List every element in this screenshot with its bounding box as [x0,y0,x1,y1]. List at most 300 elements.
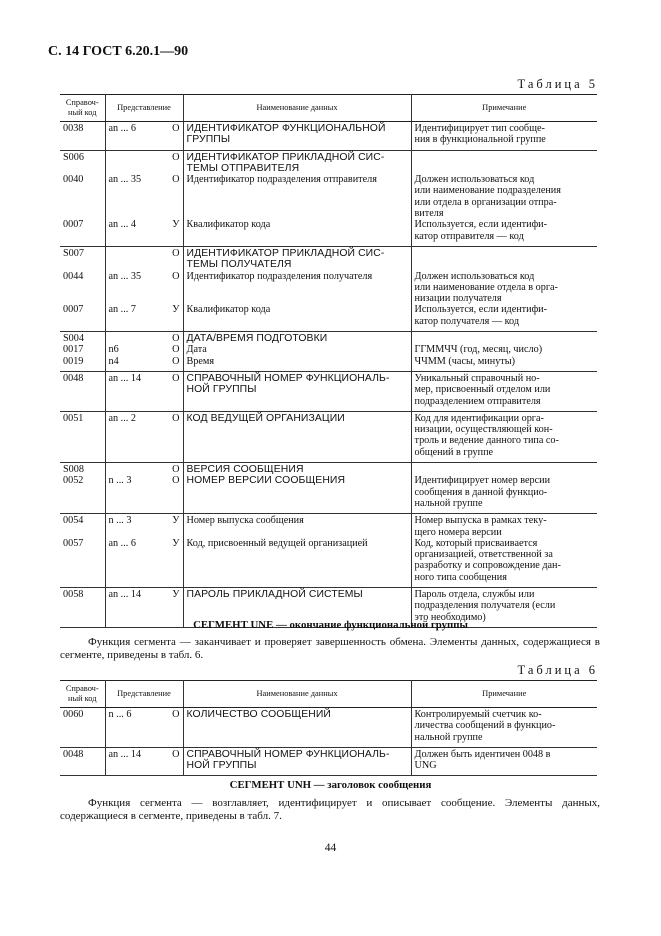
segment-une-text: Функция сегмента — заканчивает и проверяет завершенность обмена. Элементы данных, содержащиеся в сегменте, приведены в табл. 6. [60,636,600,661]
representation-line [109,373,180,384]
note-line: личества сообщений в функцио- [414,720,556,732]
code-value: 0007 [63,219,84,231]
spacer [109,487,180,498]
spacer [187,600,408,611]
row-name-block [187,304,408,327]
note-line: катор получателя — код [414,315,520,327]
row-repr-block [109,219,180,242]
spacer [63,498,102,509]
note-line: ного типа сообщения [414,571,507,583]
spacer [109,447,180,458]
representation-cell [105,122,183,151]
representation-cell [105,411,183,462]
note-line: Используется, если идентифи- [414,219,548,231]
row-code-block [63,356,102,367]
representation-value: an ... 2 [108,412,136,424]
table-5 [60,94,597,628]
spacer [63,231,102,242]
spacer [109,231,180,242]
row-note-block [415,271,595,305]
status-flag: О [172,174,180,186]
representation-line [109,304,180,315]
row-name-block [187,413,408,458]
spacer [109,527,180,538]
data-name-line: Квалификатор кода [186,304,271,316]
spacer [109,384,180,395]
row-name-block [187,123,408,146]
code-cell [60,411,105,462]
spacer [187,185,408,196]
data-name-line: КОД ВЕДУЩЕЙ ОРГАНИЗАЦИИ [186,412,345,424]
data-name-line: ТЕМЫ ПОЛУЧАТЕЛЯ [186,259,292,271]
spacer [109,760,180,771]
spacer [63,197,102,208]
note-line: катор отправителя — код [414,230,524,242]
spacer [109,435,180,446]
note-cell [411,514,597,588]
data-name-line: ГРУППЫ [186,134,231,146]
col-header-representation: Представление [105,95,183,122]
spacer [109,259,180,270]
code-value: 0038 [63,123,84,134]
note-line: или наименование отдела в орга- [414,281,558,293]
representation-value: an ... 6 [108,537,136,549]
representation-line [109,344,180,355]
note-line: Контролируемый счетчик ко- [414,709,542,720]
spacer [109,424,180,435]
row-note-block [415,333,595,344]
table-5-caption: Таблица 5 [517,77,598,91]
spacer [109,498,180,509]
table-row-group [60,332,597,372]
data-name-line: Идентификатор подразделения отправителя [186,174,377,186]
spacer [187,732,408,743]
note-line: сообщения в данной функцио- [414,486,548,498]
note-line: подразделения получателя (если [414,600,556,612]
code-value: S007 [63,247,84,259]
table-6-caption: Таблица 6 [517,663,598,677]
spacer [109,600,180,611]
row-note-block [415,219,595,242]
code-cell [60,332,105,372]
row-name-block [187,174,408,219]
row-note-block [415,344,595,355]
note-line: организацией, ответственной за [414,549,553,561]
col-header-note: Примечание [411,95,597,122]
status-flag: О [172,355,180,367]
note-cell [411,463,597,514]
row-name-block [187,515,408,538]
row-code-block [63,589,102,623]
note-line: Идентифицирует номер версии [414,475,551,487]
table-header-row [60,681,597,708]
data-name-line: Номер выпуска сообщения [186,515,304,527]
code-cell [60,371,105,411]
note-line: Должен использоваться код [414,174,535,186]
row-code-block [63,304,102,327]
table-row-group [60,246,597,331]
note-line: Номер выпуска в рамках теку- [414,515,547,527]
col-header-data-name: Наименование данных [183,95,411,122]
spacer [187,527,408,538]
row-repr-block [109,538,180,583]
code-value: 0048 [63,372,84,384]
row-note-block [415,356,595,367]
row-name-block [187,152,408,175]
spacer [63,527,102,538]
row-code-block [63,152,102,175]
note-line: общений в группе [414,446,494,458]
status-flag: О [172,372,180,384]
row-name-block [187,344,408,355]
row-name-block [187,248,408,271]
spacer [187,560,408,571]
representation-value: n4 [108,355,119,367]
spacer [187,231,408,242]
representation-line [109,152,180,163]
code-value: S008 [63,464,84,476]
data-name-cell [183,122,411,151]
spacer [63,396,102,407]
representation-value: an ... 6 [108,123,136,134]
row-code-block [63,248,102,271]
data-name-cell [183,463,411,514]
spacer [187,208,408,219]
data-name-line: ПАРОЛЬ ПРИКЛАДНОЙ СИСТЕМЫ [186,588,363,600]
code-value: 0057 [63,537,84,549]
row-name-block [187,749,408,772]
representation-line [109,356,180,367]
code-value: 0040 [63,174,84,186]
representation-line [109,709,180,720]
table-row-group [60,463,597,514]
spacer [63,424,102,435]
code-cell [60,122,105,151]
row-repr-block [109,749,180,772]
representation-value: an ... 14 [108,588,142,600]
segment-une-title: СЕГМЕНТ UNE — окончание функциональной группы [193,619,468,631]
spacer [187,197,408,208]
code-value: S006 [63,151,84,163]
spacer [109,396,180,407]
note-line: Должен быть идентичен 0048 в [414,748,551,760]
col-header-code: Справоч- ный код [60,95,105,122]
note-line: Используется, если идентифи- [414,304,548,316]
spacer [63,572,102,583]
spacer [63,163,102,174]
spacer [63,600,102,611]
representation-value: an ... 7 [108,304,136,316]
table-row-group [60,514,597,588]
spacer [187,447,408,458]
row-name-block [187,373,408,407]
row-note-block [415,464,595,475]
row-note-block [415,709,595,743]
code-cell [60,514,105,588]
row-code-block [63,271,102,305]
row-note-block [415,413,595,458]
spacer [109,549,180,560]
representation-line [109,475,180,486]
data-name-line: ДАТА/ВРЕМЯ ПОДГОТОВКИ [186,333,328,345]
representation-line [109,271,180,282]
note-line: вителя [414,208,444,220]
spacer [63,487,102,498]
representation-line [109,413,180,424]
spacer [109,720,180,731]
representation-value: an ... 4 [108,219,136,231]
code-cell [60,708,105,748]
data-name-line: ВЕРСИЯ СООБЩЕНИЯ [186,464,304,476]
spacer [187,549,408,560]
table-row-group [60,150,597,246]
note-cell [411,708,597,748]
note-cell [411,747,597,776]
code-value: 0019 [63,355,84,367]
spacer [109,197,180,208]
table-row-group [60,371,597,411]
note-cell [411,122,597,151]
spacer [109,163,180,174]
code-value: 0052 [63,475,84,487]
row-name-block [187,475,408,509]
note-line: Уникальный справочный но- [414,372,540,384]
row-code-block [63,749,102,772]
representation-cell [105,150,183,246]
spacer [63,134,102,145]
note-cell [411,371,597,411]
spacer [63,549,102,560]
spacer [63,447,102,458]
spacer [187,572,408,583]
row-note-block [415,248,595,271]
row-repr-block [109,271,180,305]
representation-line [109,538,180,549]
col-header-representation: Представление [105,681,183,708]
status-flag: О [172,333,180,345]
representation-value: an ... 14 [108,372,142,384]
code-value: 0058 [63,588,84,600]
code-value: 0048 [63,748,84,760]
spacer [63,560,102,571]
status-flag: У [172,219,180,231]
representation-value: an ... 35 [108,270,142,282]
spacer [415,464,595,475]
row-note-block [415,538,595,583]
status-flag: У [172,515,180,527]
row-code-block [63,475,102,509]
spacer [187,424,408,435]
status-flag: О [172,464,180,476]
row-name-block [187,589,408,623]
spacer [63,316,102,327]
data-name-cell [183,514,411,588]
row-repr-block [109,515,180,538]
spacer [109,293,180,304]
code-value: 0017 [63,344,84,356]
status-flag: У [172,304,180,316]
spacer [109,732,180,743]
spacer [63,208,102,219]
status-flag: О [172,247,180,259]
spacer [187,435,408,446]
data-name-line: НОЙ ГРУППЫ [186,760,257,772]
spacer [109,185,180,196]
note-cell [411,332,597,372]
note-line: Пароль отдела, службы или [414,588,535,600]
status-flag: О [172,344,180,356]
code-value: 0044 [63,270,84,282]
data-name-line: Идентификатор подразделения получателя [186,270,373,282]
row-code-block [63,174,102,219]
note-line: Должен использоваться код [414,270,535,282]
representation-value: an ... 35 [108,174,142,186]
note-line: щего номера версии [414,526,502,538]
spacer [63,293,102,304]
data-name-line: Код, присвоенный ведущей организацией [186,537,368,549]
row-name-block [187,271,408,305]
row-code-block [63,515,102,538]
row-note-block [415,373,595,407]
spacer [63,384,102,395]
status-flag: О [172,709,180,720]
representation-line [109,123,180,134]
spacer [109,134,180,145]
data-name-cell [183,708,411,748]
code-cell [60,463,105,514]
note-line: низации, осуществляющей кон- [414,424,553,436]
row-repr-block [109,356,180,367]
data-name-cell [183,150,411,246]
representation-cell [105,371,183,411]
note-line: троль и ведение данного типа со- [414,435,559,447]
code-value: 0054 [63,515,84,527]
row-repr-block [109,413,180,458]
row-repr-block [109,123,180,146]
status-flag: О [172,748,180,760]
row-code-block [63,333,102,344]
data-name-line: ИДЕНТИФИКАТОР ПРИКЛАДНОЙ СИС- [186,247,385,259]
page-number: 44 [324,842,337,854]
spacer [109,282,180,293]
row-code-block [63,219,102,242]
spacer [63,435,102,446]
note-line: или отдела в организации отпра- [414,196,557,208]
code-cell [60,747,105,776]
row-repr-block [109,475,180,509]
spacer [187,487,408,498]
row-repr-block [109,174,180,219]
spacer [109,572,180,583]
representation-value: n6 [108,344,119,356]
status-flag: О [172,270,180,282]
note-line: это необходимо) [414,611,486,623]
code-cell [60,150,105,246]
row-repr-block [109,464,180,475]
spacer [63,760,102,771]
representation-line [109,589,180,600]
segment-unh-title: СЕГМЕНТ UNH — заголовок сообщения [229,779,432,791]
code-value: 0060 [63,709,84,720]
representation-value: an ... 14 [108,748,142,760]
data-name-line: КОЛИЧЕСТВО СООБЩЕНИЙ [186,709,331,720]
spacer [63,720,102,731]
spacer [63,185,102,196]
representation-cell [105,747,183,776]
status-flag: О [172,412,180,424]
data-name-cell [183,747,411,776]
row-name-block [187,709,408,743]
data-name-line: Время [186,355,215,367]
row-name-block [187,464,408,475]
spacer [63,732,102,743]
row-repr-block [109,709,180,743]
table-header-row [60,95,597,122]
spacer [187,282,408,293]
spacer [187,498,408,509]
row-code-block [63,373,102,407]
spacer [109,560,180,571]
data-name-line: СПРАВОЧНЫЙ НОМЕР ФУНКЦИОНАЛЬ- [186,372,390,384]
page-header: С. 14 ГОСТ 6.20.1—90 [48,44,189,59]
spacer [187,720,408,731]
representation-line [109,219,180,230]
row-code-block [63,123,102,146]
representation-cell [105,332,183,372]
code-cell [60,246,105,331]
spacer [415,259,595,270]
representation-cell [105,514,183,588]
note-line: нальной группе [414,497,483,509]
data-name-line: ИДЕНТИФИКАТОР ФУНКЦИОНАЛЬНОЙ [186,123,386,134]
data-name-cell [183,411,411,462]
spacer [415,333,595,344]
note-line: Код для идентификации орга- [414,412,544,424]
table-row-group [60,122,597,151]
row-note-block [415,174,595,219]
spacer [187,396,408,407]
table-row-group [60,708,597,748]
row-code-block [63,344,102,355]
code-value: 0051 [63,412,84,424]
data-name-cell [183,332,411,372]
col-header-code: Справоч- ный код [60,681,105,708]
representation-line [109,749,180,760]
status-flag: О [172,151,180,163]
row-note-block [415,123,595,146]
row-repr-block [109,373,180,407]
representation-line [109,464,180,475]
data-name-line: НОМЕР ВЕРСИИ СООБЩЕНИЯ [186,475,346,487]
row-name-block [187,356,408,367]
representation-line [109,248,180,259]
note-cell [411,150,597,246]
note-line: ГГММЧЧ (год, месяц, число) [414,344,543,356]
row-repr-block [109,248,180,271]
status-flag: О [172,123,180,134]
table-6 [60,680,597,776]
representation-cell [105,708,183,748]
row-name-block [187,219,408,242]
col-header-data-name: Наименование данных [183,681,411,708]
table-row-group [60,747,597,776]
row-note-block [415,749,595,772]
code-value: 0007 [63,304,84,316]
data-name-line: СПРАВОЧНЫЙ НОМЕР ФУНКЦИОНАЛЬ- [186,748,390,760]
representation-cell [105,246,183,331]
note-line: разработку и сопровождение дан- [414,560,561,572]
status-flag: У [172,588,180,600]
